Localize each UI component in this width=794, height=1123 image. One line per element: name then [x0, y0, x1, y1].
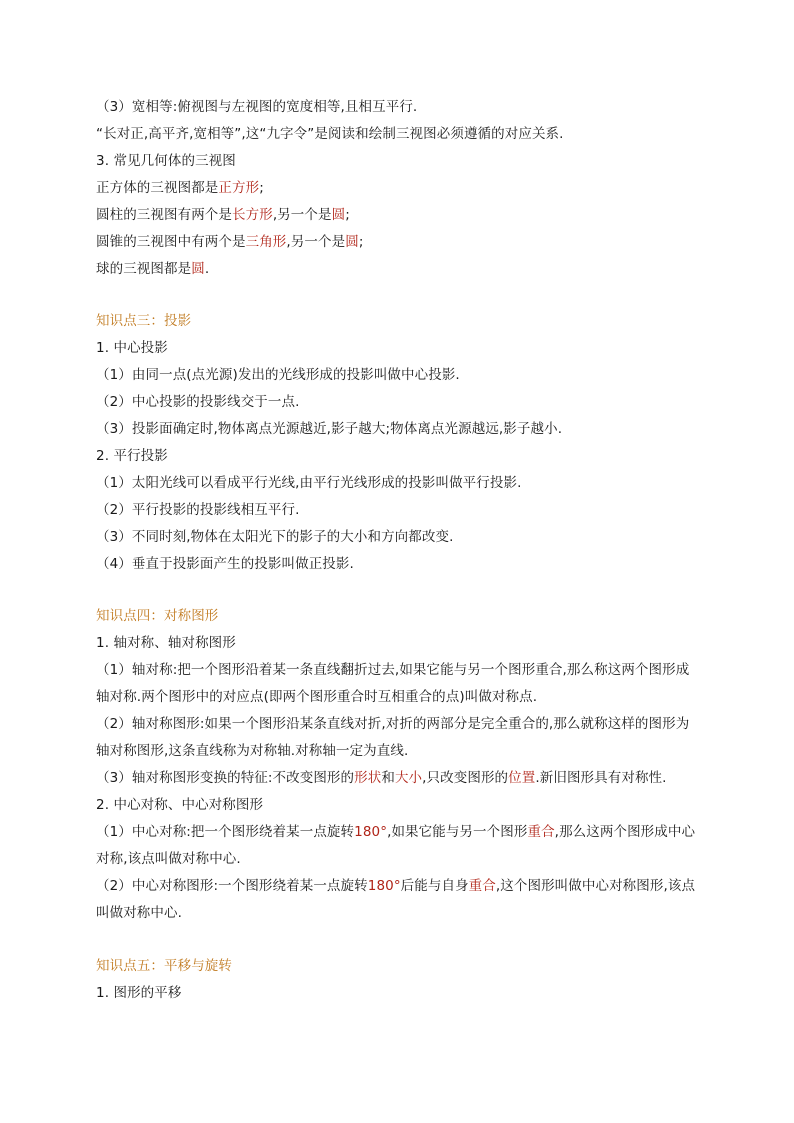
para-width-equal: （3）宽相等:俯视图与左视图的宽度相等,且相互平行.: [96, 99, 418, 115]
subheading-axial-symmetry: 1. 轴对称、轴对称图形: [96, 635, 236, 651]
para-axial-1-line1: （1）轴对称:把一个图形沿着某一条直线翻折过去,如果它能与另一个图形重合,那么称这两个图形成: [96, 662, 690, 678]
para-central-sym-1-line1: （1）中心对称:把一个图形绕着某一点旋转180°,如果它能与另一个图形重合,那么这两个图形成中心: [96, 824, 696, 840]
para-axial-1-line2: 轴对称.两个图形中的对应点(即两个图形重合时互相重合的点)叫做对称点.: [96, 689, 538, 705]
para-central-1: （1）由同一点(点光源)发出的光线形成的投影叫做中心投影.: [96, 367, 460, 383]
heading-knowledge-point-5: 知识点五：平移与旋转: [96, 958, 232, 974]
para-parallel-1: （1）太阳光线可以看成平行光线,由平行光线形成的投影叫做平行投影.: [96, 475, 522, 491]
emphasis-rectangle: 长方形: [232, 207, 273, 223]
heading-knowledge-point-3: 知识点三：投影: [96, 313, 192, 329]
para-cylinder: 圆柱的三视图有两个是长方形,另一个是圆;: [96, 207, 350, 223]
emphasis-coincide: 重合: [527, 824, 555, 840]
para-nine-word-rule: “长对正,高平齐,宽相等”,这“九字令”是阅读和绘制三视图必须遵循的对应关系.: [96, 126, 564, 142]
emphasis-180-degrees: 180°: [354, 824, 388, 840]
heading-knowledge-point-4: 知识点四：对称图形: [96, 608, 219, 624]
emphasis-triangle: 三角形: [245, 234, 287, 250]
para-central-2: （2）中心投影的投影线交于一点.: [96, 394, 300, 410]
para-axial-3: （3）轴对称图形变换的特征:不改变图形的形状和大小,只改变图形的位置.新旧图形具有对称性.: [96, 770, 667, 786]
subheading-central-symmetry: 2. 中心对称、中心对称图形: [96, 797, 264, 813]
para-parallel-3: （3）不同时刻,物体在太阳光下的影子的大小和方向都改变.: [96, 529, 454, 545]
emphasis-circle: 圆: [331, 207, 346, 223]
para-cube: 正方体的三视图都是正方形;: [96, 180, 264, 196]
emphasis-shape: 形状: [354, 770, 382, 786]
emphasis-position: 位置: [508, 770, 536, 786]
emphasis-180-degrees: 180°: [367, 878, 401, 894]
para-parallel-2: （2）平行投影的投影线相互平行.: [96, 502, 300, 518]
para-central-sym-2-line1: （2）中心对称图形:一个图形绕着某一点旋转180°后能与自身重合,这个图形叫做中心对称图形,该点: [96, 878, 696, 894]
emphasis-coincide: 重合: [468, 878, 496, 894]
subheading-central-projection: 1. 中心投影: [96, 340, 168, 356]
subheading-translation: 1. 图形的平移: [96, 985, 182, 1001]
para-central-sym-1-line2: 对称,该点叫做对称中心.: [96, 851, 241, 867]
para-parallel-4: （4）垂直于投影面产生的投影叫做正投影.: [96, 556, 354, 572]
para-cone: 圆锥的三视图中有两个是三角形,另一个是圆;: [96, 234, 364, 250]
para-axial-2-line2: 轴对称图形,这条直线称为对称轴.对称轴一定为直线.: [96, 743, 409, 759]
para-axial-2-line1: （2）轴对称图形:如果一个图形沿某条直线对折,对折的两部分是完全重合的,那么就称这样的图形为: [96, 716, 690, 732]
para-sphere: 球的三视图都是圆.: [96, 261, 210, 277]
subheading-parallel-projection: 2. 平行投影: [96, 448, 168, 464]
para-central-sym-2-line2: 叫做对称中心.: [96, 905, 182, 921]
emphasis-circle: 圆: [191, 261, 205, 277]
emphasis-circle: 圆: [345, 234, 359, 250]
emphasis-size: 大小: [394, 770, 423, 786]
subheading-common-solids: 3. 常见几何体的三视图: [96, 153, 236, 169]
para-central-3: （3）投影面确定时,物体离点光源越近,影子越大;物体离点光源越远,影子越小.: [96, 421, 563, 437]
emphasis-square: 正方形: [218, 180, 260, 196]
